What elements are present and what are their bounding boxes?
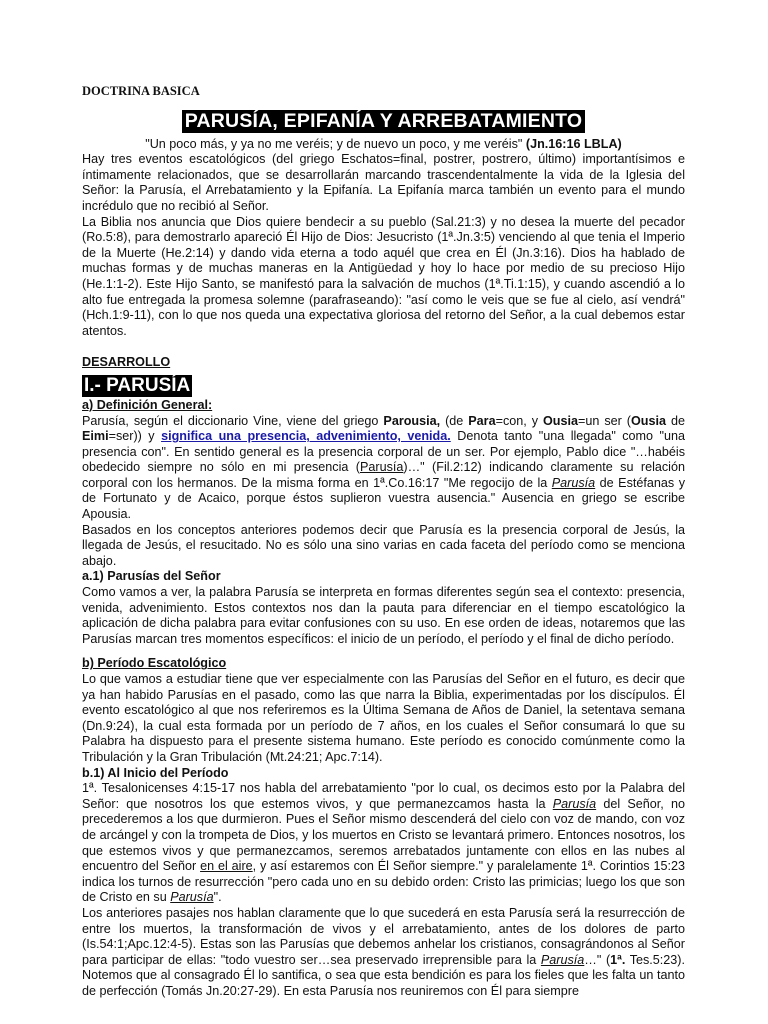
inicio-paragraph: [82, 781, 685, 906]
title-wrap: [82, 110, 685, 133]
term-ousia-2: Ousia: [631, 413, 666, 428]
periodo-paragraph: Lo que vamos a estudiar tiene que ver especialmente con las Parusías del Señor en el futuro, es decir que ya han habido Parusías en el pasado, como las que narra la Biblia, experimentadas por los discípulos. Él evento escatológico al que nos referiremos es la Última Semana de Años de Daniel, la setentava semana (Dn.9:24), la cual esta formada por un período de 7 años, en los cuales el Señor consumará lo que su Palabra ha dispuesto para el presente sistema humano. Este período es conocido comúnmente como la Tribulación y la Gran Tribulación (Mt.24:21; Apc.7:14).: [82, 672, 685, 764]
heading-parusias-del-senor: a.1) Parusías del Señor: [82, 569, 221, 584]
spacer: [82, 647, 685, 656]
italic-underlined-term: Parusía: [170, 890, 214, 905]
definition-paragraph-2: Basados en los conceptos anteriores podemos decir que Parusía es la presencia corporal de Jesús, la llegada de Jesús, el resucitado. No es sólo una sino varias en cada faceta del período como se menciona abajo.: [82, 522, 685, 568]
underlined-term: Parusía: [359, 460, 404, 475]
text-run: de: [666, 413, 685, 428]
text-run: Denota tanto "una llegada" como "una presencia con". En sentido general es la presencia corporal de un ser. Por ejemplo, Pablo dice "…habéis obedecido siempre no sólo en mi presencia (: [82, 429, 685, 475]
underlined-term: en el aire: [200, 859, 253, 874]
term-eimi: Eimi: [82, 429, 109, 444]
text-run: =un ser (: [578, 413, 631, 428]
intro-paragraph-1: Hay tres eventos escatológicos (del griego Eschatos=final, postrer, postrero, último) importantísimos e íntimamente relacionados, que se desarrollarán marcando trascendentalmente la vida de la Iglesia del Señor: la Parusía, el Arrebatamiento y la Epifanía. La Epifanía marca también un evento para el mundo incrédulo que no recibió al Señor.: [82, 152, 685, 213]
term-parousia: Parousia,: [383, 413, 441, 428]
text-run: Los anteriores pasajes nos hablan claramente que lo que sucederá en esta Parusía será la resurrección de entre los muertos, la transformación de vivos y el arrebatamiento, antes de los dolores de parto (Is.54:1;Apc.12:4-5). Estas son las Parusías que debemos anhelar los cristianos, consagrándonos al Señor para participar de ellas: "todo vuestro ser…sea preservado irreprensible para la: [82, 905, 685, 967]
intro-paragraph-2: La Biblia nos anuncia que Dios quiere bendecir a su pueblo (Sal.21:3) y no desea la muerte del pecador (Ro.5:8), para demostrarlo apareció Él Hijo de Dios: Jesucristo (1ª.Jn.3:5) venciendo al que tenia el Imperio de la Muerte (He.2:14) y dando vida eterna a todo aquél que crea en Él (Jn.3:16). Dios ha hablado de muchas formas y de muchas maneras en la Antigüedad y hoy lo hace por medio de su precioso Hijo (He.1:1-2). Este Hijo Santo, se manifestó para la salvación de muchos (1ª.Ti.1:15), y cuando ascendió a lo alto fue entregada la promesa solemne (parafraseando): "así como le veis que se fue al cielo, así vendrá" (Hch.1:9-11), con lo que nos queda una expectativa gloriosa del retorno del Señor, a la cual debemos estar atentos.: [82, 214, 685, 338]
text-run: Parusía, según el diccionario Vine, viene del griego: [82, 413, 384, 428]
epigraph: [82, 137, 685, 153]
spacer: [82, 339, 685, 355]
section-heading-wrap: [82, 375, 685, 397]
text-run: ".: [213, 890, 222, 905]
text-run: =ser)) y: [108, 429, 162, 444]
section-heading-parusia: I.- PARUSÍA: [84, 374, 191, 396]
heading-periodo: b) Período Escatológico: [82, 656, 227, 671]
text-run: 1ª. Tesalonicenses 4:15-17 nos habla del arrebatamiento "por lo cual, os decimos esto por la Palabra del Señor: que nosotros los que estemos vivos, y que permanezcamos hasta la: [82, 781, 685, 811]
italic-underlined-term: Parusía: [540, 952, 585, 967]
italic-underlined-term: Parusía: [552, 796, 597, 811]
text-run: …" (: [584, 952, 611, 967]
heading-definition: a) Definición General:: [82, 397, 213, 412]
heading-inicio-periodo: b.1) Al Inicio del Período: [82, 765, 229, 780]
page-title: PARUSÍA, EPIFANÍA Y ARREBATAMIENTO: [182, 110, 586, 133]
text-run: =con, y: [495, 413, 543, 428]
text-run: del Señor, no precederemos a los que durmieron. Pues el Señor mismo descenderá del cielo con voz de mando, con voz de arcángel y con la trompeta de Dios, y los muertos en Cristo se levantará primero. Entonces nosotros, los que estemos vivos y que permanezcamos, seremos arrebatados juntamente con ellos en las nubes al encuentro del Señor: [82, 796, 685, 874]
term-ousia: Ousia: [543, 413, 578, 428]
epigraph-quote: "Un poco más, y ya no me veréis; y de nuevo un poco, y me veréis": [145, 136, 523, 151]
text-run: de Estéfanas y de Fortunato y de Acaico, porque éstos suplieron vuestra ausencia." Ausencia en griego se escribe Apousia.: [82, 475, 685, 522]
text-run: )…" (Fil.2:12) indicando claramente su relación corporal con los hermanos. De la misma forma en 1ª.Co.16:17 "Me regocijo de la: [82, 460, 685, 490]
text-run: (de: [440, 413, 469, 428]
italic-underlined-term: Parusía: [551, 475, 596, 490]
parusias-paragraph: Como vamos a ver, la palabra Parusía se interpreta en formas diferentes según sea el contexto: presencia, venida, advenimiento. Estos contextos nos dan la pauta para diferenciar en el tiempo escatológico la aplicación de dicha palabra para evitar confusiones con su uso. En ese orden de ideas, notaremos que las Parusías marcan tres momentos específicos: el inicio de un período, el período y el final de dicho período.: [82, 585, 685, 646]
epigraph-ref: (Jn.16:16 LBLA): [522, 136, 622, 151]
definition-paragraph: [82, 414, 685, 523]
bold-ref: 1ª.: [610, 952, 626, 967]
text-run: , y así estaremos con Él Señor siempre." y paralelamente 1ª. Corintios 15:23 indica los turnos de resurrección "pero cada uno en su debido orden: Cristo las primicias; luego los que son de Cristo en su: [82, 859, 685, 905]
text-run: Tes.5:23). Notemos que al consagrado Él lo santifica, o sea que esta bendición es para los fieles que les falta un tanto de perfección (Tomás Jn.20:27-29). En esta Parusía nos reuniremos con Él para siempre: [82, 952, 685, 998]
doc-label: DOCTRINA BASICA: [82, 84, 200, 98]
term-para: Para: [468, 413, 496, 428]
resurrection-paragraph: [82, 906, 685, 1000]
definition-link[interactable]: significa una presencia, advenimiento, venida.: [161, 429, 451, 444]
development-label: DESARROLLO: [82, 355, 171, 370]
document-page: [82, 84, 685, 999]
